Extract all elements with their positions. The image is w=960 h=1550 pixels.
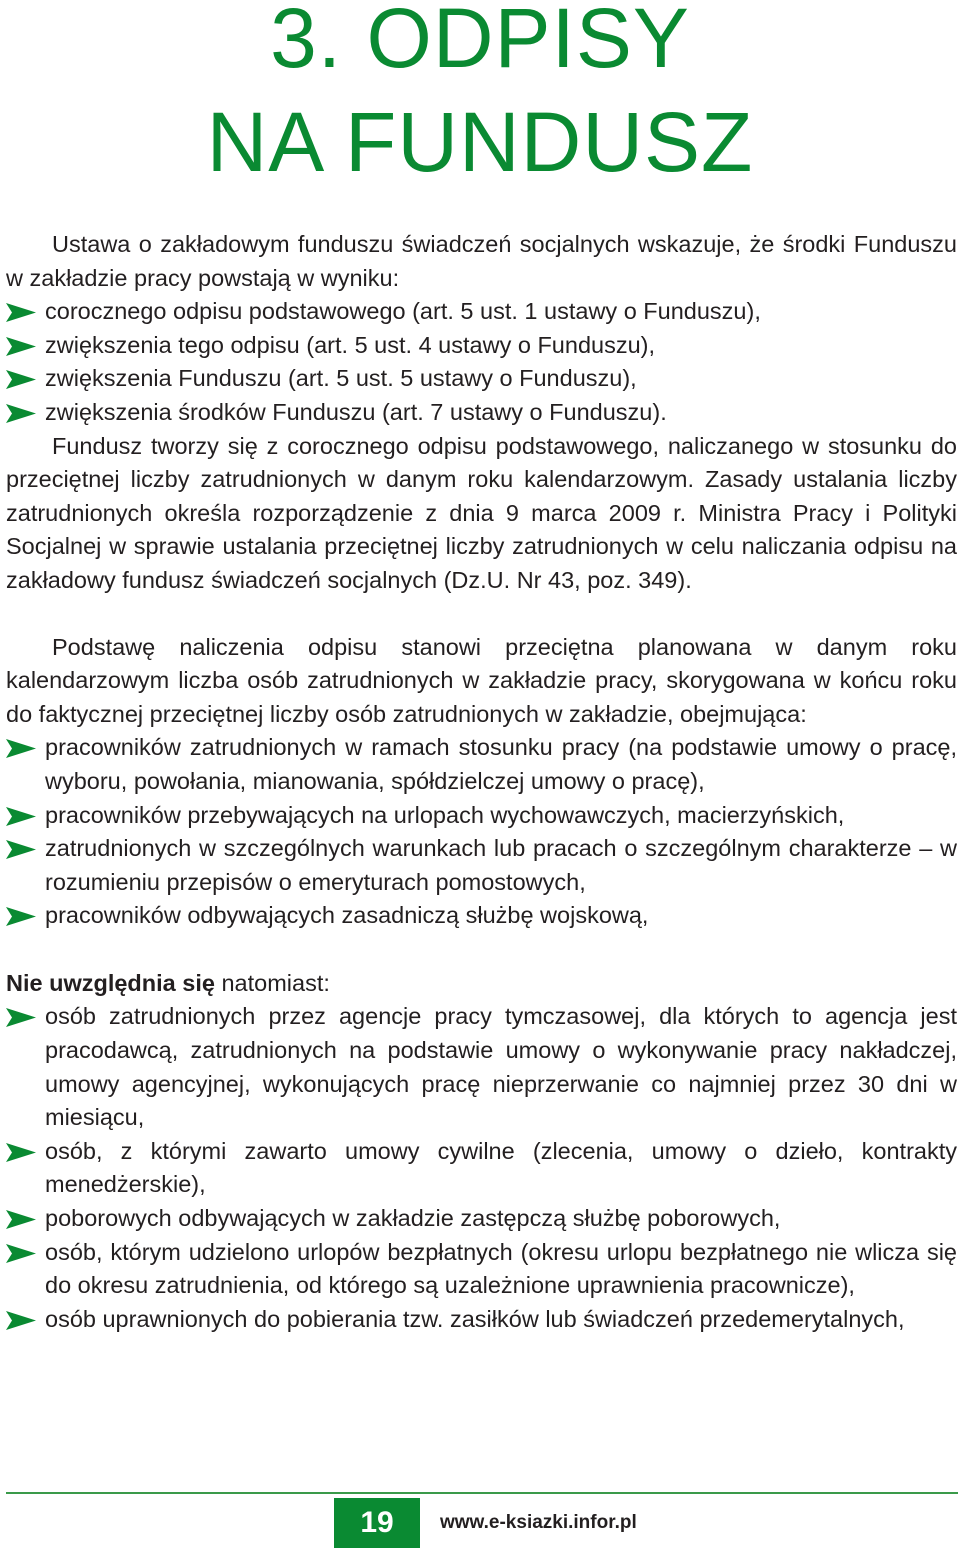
list-item — [6, 799, 957, 833]
list-item — [6, 329, 957, 363]
list-item-text: osób, którym udzielono urlopów bezpłatnych (okresu urlopu bezpłatnego nie wlicza się do okresu zatrudnienia, od którego są uzależnione uprawnienia pracownicze), — [45, 1238, 957, 1299]
arrowhead-icon — [6, 404, 36, 423]
list-item-text: pracowników przebywających na urlopach wychowawczych, macierzyńskich, — [45, 801, 845, 828]
page-number: 19 — [334, 1498, 420, 1548]
arrowhead-icon — [6, 337, 36, 356]
arrowhead-icon — [6, 1143, 36, 1162]
arrowhead-icon — [6, 303, 36, 322]
arrowhead-icon — [6, 739, 36, 758]
list-item-text: zwiększenia Funduszu (art. 5 ust. 5 ustawy o Funduszu), — [45, 365, 637, 392]
list-item — [6, 899, 957, 933]
excluded-heading-bold: Nie uwzględnia się — [6, 969, 215, 996]
list-item — [6, 396, 957, 430]
arrowhead-icon — [6, 907, 36, 926]
title-line-2: NA FUNDUSZ — [206, 95, 754, 189]
intro-paragraph: Ustawa o zakładowym funduszu świadczeń socjalnych wskazuje, że środki Funduszu w zakładzie pracy powstają w wyniku: — [6, 231, 957, 291]
included-list — [6, 731, 957, 933]
list-item-text: zwiększenia tego odpisu (art. 5 ust. 4 ustawy o Funduszu), — [45, 331, 656, 358]
arrowhead-icon — [6, 1244, 36, 1263]
arrowhead-icon — [6, 1008, 36, 1027]
fund-paragraph: Fundusz tworzy się z corocznego odpisu podstawowego, naliczanego w stosunku do przeciętnej liczby zatrudnionych w danym roku kalendarzowym. Zasady ustalania liczby zatrudnionych określa rozporządzenie z dnia 9 marca 2009 r. Ministra Pracy i Polityki Socjalnej w sprawie ustalania przeciętnej liczby zatrudnionych w celu naliczania odpisu na zakładowy fundusz świadczeń socjalnych (Dz.U. Nr 43, poz. 349). — [6, 432, 957, 593]
arrowhead-icon — [6, 1311, 36, 1330]
list-item — [6, 295, 957, 329]
list-item — [6, 832, 957, 899]
list-item-text: zwiększenia środków Funduszu (art. 7 ustawy o Funduszu). — [45, 398, 667, 425]
list-item-text: osób, z którymi zawarto umowy cywilne (zlecenia, umowy o dzieło, kontrakty menedżerskie), — [45, 1137, 957, 1198]
basis-paragraph: Podstawę naliczenia odpisu stanowi przeciętna planowana w danym roku kalendarzowym liczba osób zatrudnionych w zakładzie pracy, skorygowana w końcu roku do faktycznej przeciętnej liczby osób zatrudnionych w zakładzie, obejmująca: — [6, 633, 957, 727]
list-item — [6, 362, 957, 396]
sources-list — [6, 295, 957, 429]
list-item — [6, 1303, 957, 1337]
list-item — [6, 1000, 957, 1134]
arrowhead-icon — [6, 1210, 36, 1229]
document-body — [6, 228, 957, 1336]
title-line-1: 3. ODPISY — [270, 0, 690, 85]
list-item-text: poborowych odbywających w zakładzie zastępczą służbę poborowych, — [45, 1205, 781, 1232]
list-item-text: osób zatrudnionych przez agencje pracy tymczasowej, dla których to agencja jest pracodawcą, zatrudnionych na podstawie umowy o wykonywanie pracy nakładczej, umowy agencyjnej, wykonujących pracę nieprzerwanie co najmniej przez 30 dni w miesiącu, — [45, 1003, 957, 1131]
excluded-heading — [6, 967, 957, 1001]
footer-website: www.e-ksiazki.infor.pl — [440, 1512, 637, 1533]
footer-divider — [6, 1492, 958, 1494]
list-item — [6, 1135, 957, 1202]
list-item-text: corocznego odpisu podstawowego (art. 5 ust. 1 ustawy o Funduszu), — [45, 298, 761, 325]
list-item-text: zatrudnionych w szczególnych warunkach lub pracach o szczególnym charakterze – w rozumieniu przepisów o emeryturach pomostowych, — [45, 835, 957, 895]
list-item-text: osób uprawnionych do pobierania tzw. zasiłków lub świadczeń przedemerytalnych, — [45, 1305, 905, 1332]
list-item — [6, 731, 957, 798]
arrowhead-icon — [6, 840, 36, 859]
arrowhead-icon — [6, 370, 36, 389]
list-item — [6, 1202, 957, 1236]
list-item-text: pracowników zatrudnionych w ramach stosunku pracy (na podstawie umowy o pracę, wyboru, powołania, mianowania, spółdzielczej umowy o pracę), — [45, 734, 957, 794]
excluded-list — [6, 1000, 957, 1336]
spacer — [6, 933, 957, 967]
arrowhead-icon — [6, 807, 36, 826]
spacer — [6, 598, 957, 631]
excluded-heading-rest: natomiast: — [214, 969, 330, 996]
list-item-text: pracowników odbywających zasadniczą służbę wojskową, — [45, 902, 649, 929]
list-item — [6, 1236, 957, 1303]
